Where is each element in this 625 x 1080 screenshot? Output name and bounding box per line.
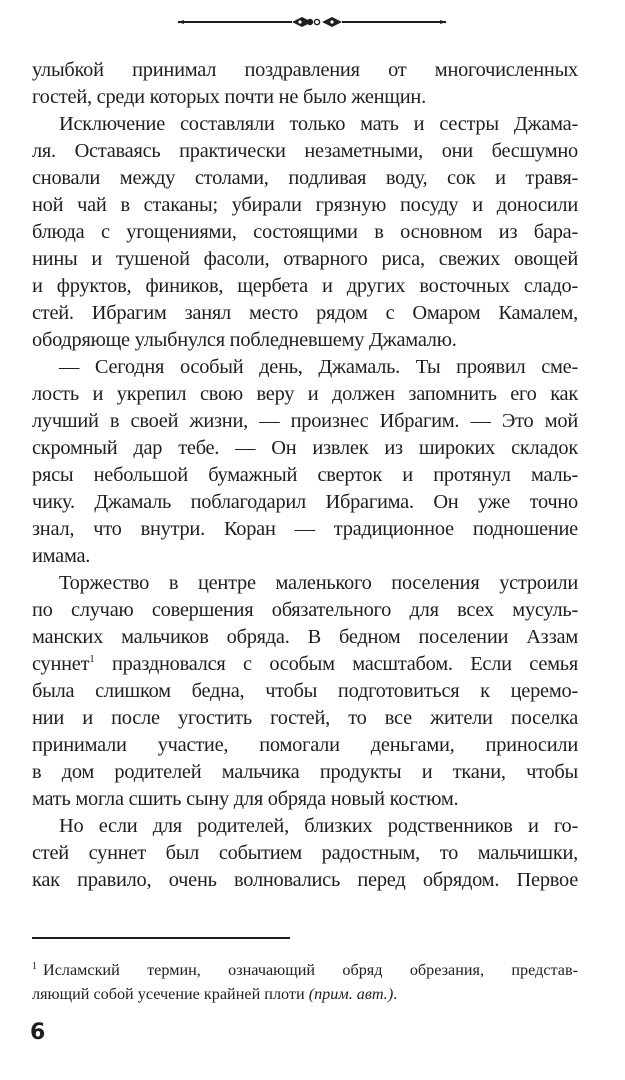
- text-line: Исключение составляли только мать и сестры Джама-: [59, 113, 578, 135]
- text-line: рясы небольшой бумажный сверток и протянул маль-: [32, 464, 578, 486]
- text-line: в дом родителей мальчика продукты и ткани, чтобы: [32, 761, 578, 783]
- text-line: лость и укрепил свою веру и должен запомнить его как: [32, 383, 578, 405]
- text-line: Торжество в центре маленького поселения устроили: [59, 572, 578, 594]
- text-line: знал, что внутри. Коран — традиционное подношение: [32, 518, 578, 540]
- text-line: манских мальчиков обряда. В бедном поселении Аззам: [32, 626, 578, 648]
- text-line: — Сегодня особый день, Джамаль. Ты проявил сме-: [59, 356, 578, 378]
- text-line: сновали между столами, подливая воду, сок и травя-: [32, 167, 578, 189]
- text-line: принимали участие, помогали деньгами, приносили: [32, 734, 578, 756]
- text-line: по случаю совершения обязательного для всех мусуль-: [32, 599, 578, 621]
- text-line: чику. Джамаль поблагодарил Ибрагима. Он уже точно: [32, 491, 578, 513]
- footnote: [32, 958, 578, 1006]
- footnote-line: [32, 982, 578, 1006]
- text-line: стей. Ибрагим занял место рядом с Омаром Камалем,: [32, 302, 578, 324]
- text-line: была слишком бедна, чтобы подготовиться к церемо-: [32, 680, 578, 702]
- text-line: ободряюще улыбнулся побледневшему Джамалю.: [32, 329, 457, 351]
- footnote-separator: [32, 937, 290, 939]
- text-line: нии и после угостить гостей, то все жители поселка: [32, 707, 578, 729]
- text-line: и фруктов, фиников, щербета и других восточных сладо-: [32, 275, 578, 297]
- footnote-italic: (прим. авт.): [308, 985, 394, 1003]
- text-line: стей суннет был событием радостным, то мальчишки,: [32, 842, 578, 864]
- footnote-line: [32, 958, 578, 982]
- footnote-marker: 1: [89, 653, 95, 665]
- text-line: улыбкой принимал поздравления от многочисленных: [32, 59, 578, 81]
- text-line: ной чай в стаканы; убирали грязную посуду и доносили: [32, 194, 578, 216]
- text-line: лучший в своей жизни, — произнес Ибрагим. — Это мой: [32, 410, 578, 432]
- body-text: [32, 57, 578, 894]
- footnote-text: .: [393, 985, 398, 1003]
- footnote-text: ляющий собой усечение крайней плоти: [32, 985, 309, 1003]
- text-line: имама.: [32, 545, 91, 567]
- page-number: 6: [30, 1020, 46, 1045]
- footnote-text: Исламский термин, означающий обряд обрезания, представ-: [43, 961, 578, 979]
- text-line: ля. Оставаясь практически незаметными, они бесшумно: [32, 140, 578, 162]
- text-line: скромный дар тебе. — Он извлек из широких складок: [32, 437, 578, 459]
- text-fragment: суннет: [32, 653, 90, 675]
- ornament-divider: [176, 12, 448, 32]
- text-fragment: празднoвался с особым масштабом. Если семья: [94, 653, 578, 675]
- text-line: мать могла сшить сыну для обряда новый костюм.: [32, 788, 459, 810]
- text-line: Но если для родителей, близких родственников и го-: [59, 815, 578, 837]
- text-line: гостей, среди которых почти не было женщин.: [32, 86, 426, 108]
- text-line: как правило, очень волновались перед обрядом. Первое: [32, 869, 578, 891]
- text-line-with-footnote: [32, 651, 578, 678]
- footnote-number: 1: [32, 961, 37, 972]
- text-line: нины и тушеной фасоли, отварного риса, свежих овощей: [32, 248, 578, 270]
- text-line: блюда с угощениями, состоящими в основном из бара-: [32, 221, 578, 243]
